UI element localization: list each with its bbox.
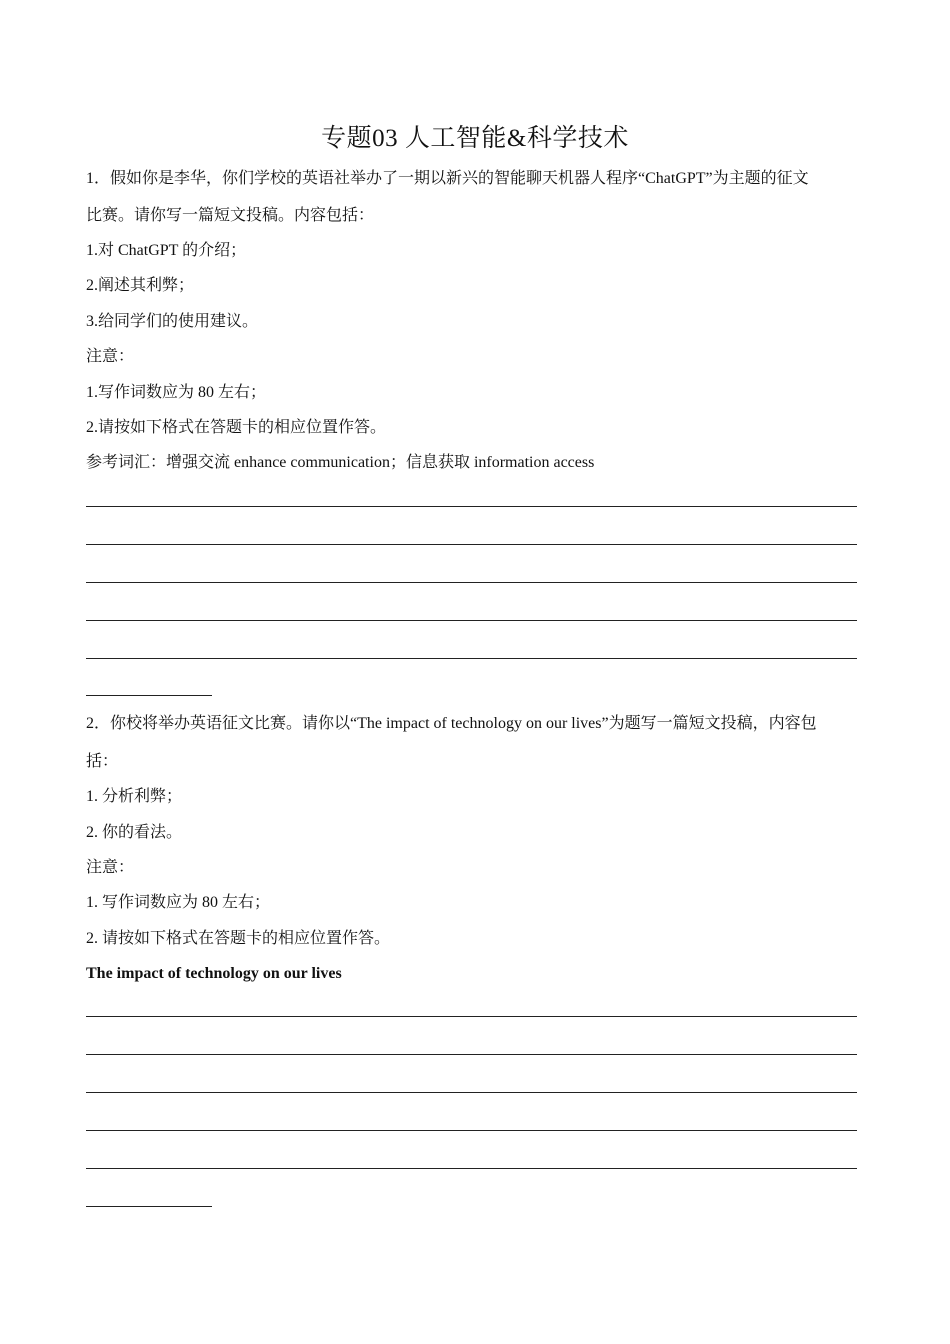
q2-content-item-1: 1. 分析利弊；	[86, 788, 183, 805]
q1-content-item-2: 2.阐述其利弊；	[86, 277, 195, 294]
q2-answer-line	[86, 1168, 857, 1169]
q1-answer-line	[86, 658, 857, 659]
q2-answer-line	[86, 1054, 857, 1055]
q1-answer-line	[86, 620, 857, 621]
q2-essay-title: The impact of technology on our lives	[86, 965, 342, 982]
q1-answer-line	[86, 544, 857, 545]
q2-note-label: 注意：	[86, 859, 135, 876]
q2-note-1: 1. 写作词数应为 80 左右；	[86, 894, 271, 911]
q2-answer-line	[86, 1130, 857, 1131]
q1-note-label: 注意：	[86, 348, 135, 365]
q2-note-2: 2. 请按如下格式在答题卡的相应位置作答。	[86, 930, 391, 947]
q2-answer-line	[86, 1092, 857, 1093]
q2-answer-line	[86, 1016, 857, 1017]
page-title: 专题03 人工智能&科学技术	[321, 125, 629, 152]
q1-prompt-line-1: 1．假如你是李华，你们学校的英语社举办了一期以新兴的智能聊天机器人程序“ChatGPT”为主题的征文	[86, 170, 809, 187]
q2-prompt-line-1: 2．你校将举办英语征文比赛。请你以“The impact of technology on our lives”为题写一篇短文投稿，内容包	[86, 715, 817, 732]
q2-answer-line-end	[86, 1206, 212, 1207]
q1-answer-line-end	[86, 695, 212, 696]
q1-note-2: 2.请按如下格式在答题卡的相应位置作答。	[86, 419, 387, 436]
q1-answer-line	[86, 582, 857, 583]
q2-prompt-line-2: 括：	[86, 753, 119, 770]
q1-note-1: 1.写作词数应为 80 左右；	[86, 384, 267, 401]
q1-vocab-reference: 参考词汇：增强交流 enhance communication；信息获取 information access	[86, 454, 595, 471]
q1-content-item-3: 3.给同学们的使用建议。	[86, 313, 259, 330]
q1-answer-line	[86, 506, 857, 507]
q1-content-item-1: 1.对 ChatGPT 的介绍；	[86, 242, 247, 259]
q1-prompt-line-2: 比赛。请你写一篇短文投稿。内容包括：	[86, 207, 375, 224]
q2-content-item-2: 2. 你的看法。	[86, 824, 183, 841]
